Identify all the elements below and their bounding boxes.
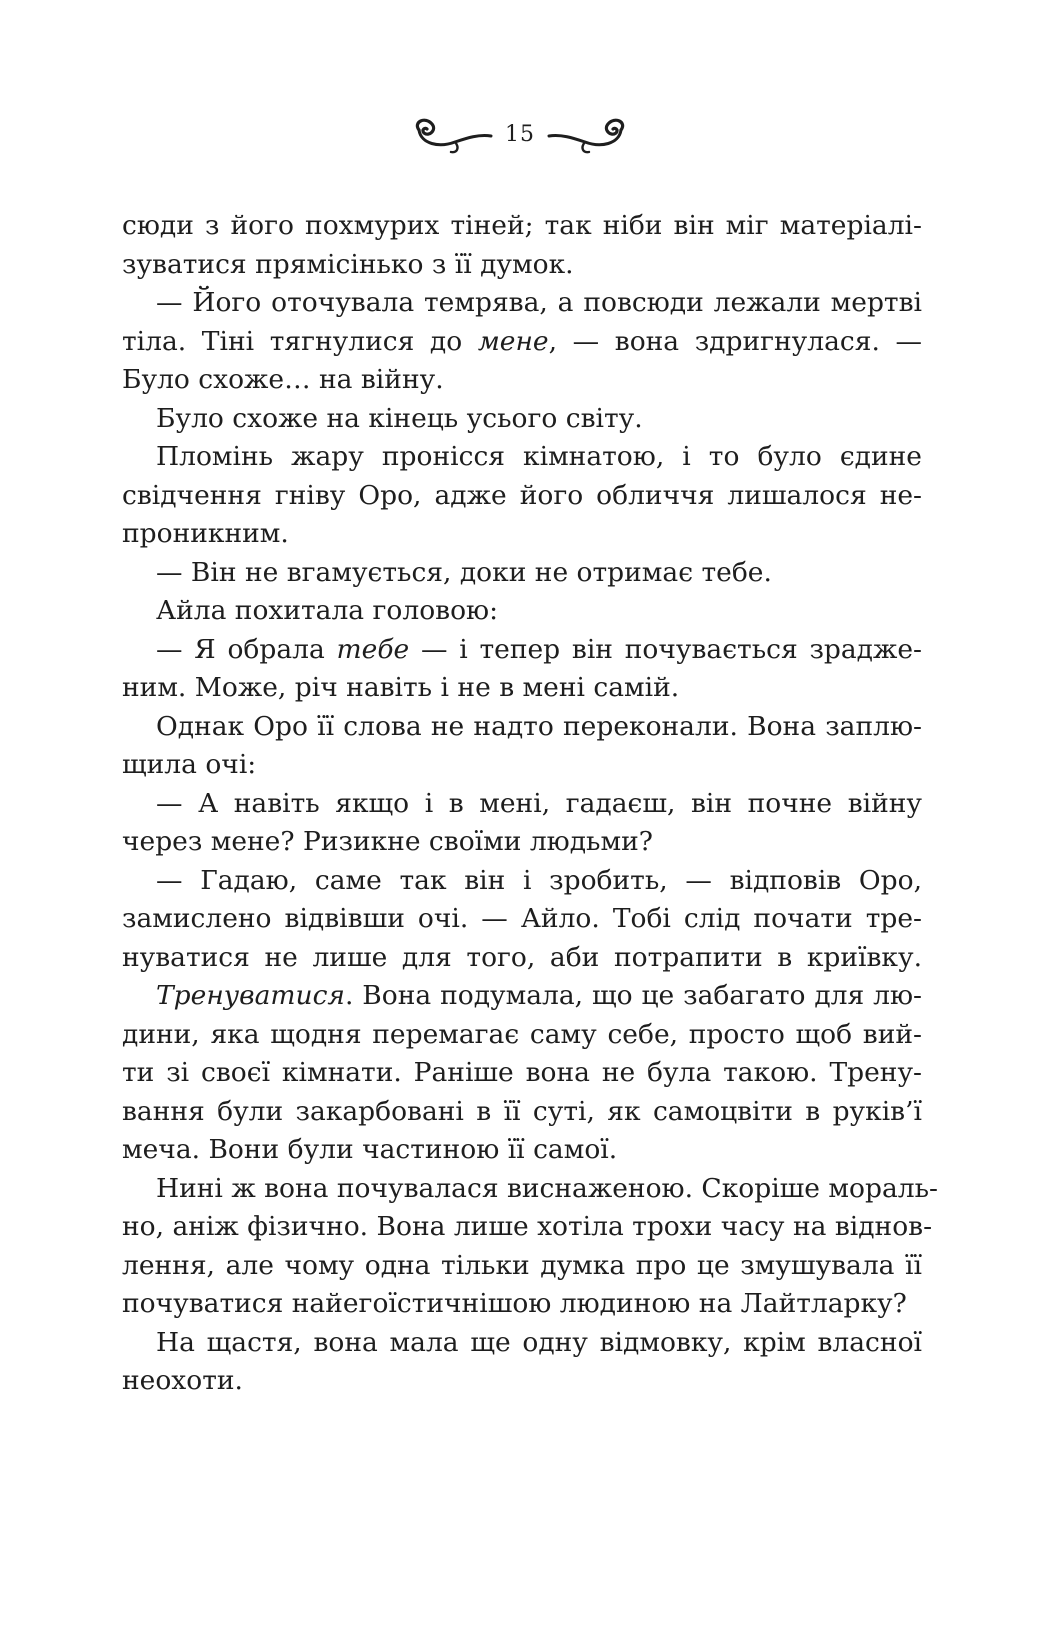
text-segment: На щастя, вона мала ще одну відмовку, крім власної: [156, 1326, 922, 1358]
text-line: [122, 900, 922, 939]
text-line: [122, 785, 922, 824]
text-segment: — Я обрала: [156, 633, 337, 665]
flourish-right-icon: [545, 112, 635, 156]
text-segment: дини, яка щодня перемагає саму себе, просто щоб вий-: [122, 1018, 922, 1050]
text-line: [122, 246, 922, 285]
text-line: [122, 207, 922, 246]
text-line: [122, 669, 922, 708]
text-line: [122, 708, 922, 747]
text-segment: через мене? Ризикне своїми людьми?: [122, 826, 653, 857]
text-segment: нуватися не лише для того, аби потрапити в криївку.: [122, 941, 922, 973]
text-segment: , — вона здригнулася. —: [548, 325, 922, 357]
text-line: [122, 939, 922, 978]
text-segment: — Його оточувала темрява, а повсюди лежали мертві: [156, 287, 922, 318]
text-segment: ним. Може, річ навіть і не в мені самій.: [122, 672, 680, 703]
text-segment: Було схоже… на війну.: [122, 364, 444, 395]
text-segment: . Вона подумала, що це забагато для лю-: [344, 980, 922, 1011]
text-segment: Пломінь жару пронісся кімнатою, і то було єдине: [156, 441, 922, 472]
text-line: [122, 1247, 922, 1286]
text-line: [122, 515, 922, 554]
italic-text: мене: [477, 325, 549, 357]
text-segment: меча. Вони були частиною її самої.: [122, 1134, 618, 1165]
text-line: [122, 400, 922, 439]
text-line: [122, 1170, 938, 1209]
body-text: [122, 207, 938, 1401]
page-header: [0, 112, 1040, 156]
text-segment: — і тепер він почувається зрадже-: [409, 633, 922, 665]
text-segment: ти зі своєї кімнати. Раніше вона не була такою. Трену-: [122, 1057, 922, 1088]
text-segment: но, аніж фізично. Вона лише хотіла трохи часу на віднов-: [122, 1211, 933, 1242]
text-line: [122, 554, 922, 593]
text-segment: замислено відвівши очі. — Айло. Тобі слід почати тре-: [122, 903, 922, 934]
text-line: [122, 1208, 933, 1247]
text-line: [122, 323, 922, 362]
text-segment: неохоти.: [122, 1365, 243, 1396]
text-line: [122, 1131, 922, 1170]
text-segment: Айла похитала головою:: [156, 595, 499, 626]
text-line: [122, 477, 922, 516]
text-line: [122, 631, 922, 670]
text-line: [122, 862, 922, 901]
text-line: [122, 438, 922, 477]
text-line: [122, 1093, 922, 1132]
text-segment: — Гадаю, саме так він і зробить, — відповів Оро,: [156, 864, 922, 896]
text-segment: лення, але чому одна тільки думка про це змушувала її: [122, 1249, 922, 1281]
text-line: [122, 1054, 922, 1093]
text-line: [122, 1362, 922, 1401]
page-number: 15: [505, 121, 535, 147]
italic-text: тебе: [336, 633, 410, 665]
text-segment: Було схоже на кінець усього світу.: [156, 402, 643, 434]
text-segment: проникним.: [122, 518, 289, 549]
italic-text: Тренуватися: [156, 980, 345, 1011]
text-segment: — Він не вгамується, доки не отримає тебе.: [156, 556, 772, 588]
text-segment: вання були закарбовані в її суті, як самоцвіти в руків’ї: [122, 1095, 922, 1127]
text-line: [122, 1324, 922, 1363]
text-segment: Однак Оро її слова не надто переконали. Вона заплю-: [156, 710, 922, 742]
text-segment: щила очі:: [122, 749, 257, 780]
text-segment: — А навіть якщо і в мені, гадаєш, він почне війну: [156, 787, 922, 819]
text-line: [122, 746, 922, 785]
text-line: [122, 284, 922, 323]
text-segment: свідчення гніву Оро, адже його обличчя лишалося не-: [122, 479, 922, 511]
text-segment: зуватися прямісінько з її думок.: [122, 248, 574, 280]
text-line: [122, 823, 922, 862]
text-segment: почуватися найегоїстичнішою людиною на Лайтларку?: [122, 1288, 907, 1319]
text-segment: сюди з його похмурих тіней; так ніби він міг матеріалі-: [122, 210, 922, 241]
text-segment: Нині ж вона почувалася виснаженою. Скоріше мораль-: [156, 1172, 938, 1204]
text-line: [122, 1285, 922, 1324]
text-line: [122, 361, 922, 400]
text-line: [122, 1016, 922, 1055]
text-segment: тіла. Тіні тягнулися до: [122, 325, 478, 357]
flourish-left-icon: [405, 112, 495, 156]
text-line: [122, 977, 922, 1016]
text-line: [122, 592, 922, 631]
